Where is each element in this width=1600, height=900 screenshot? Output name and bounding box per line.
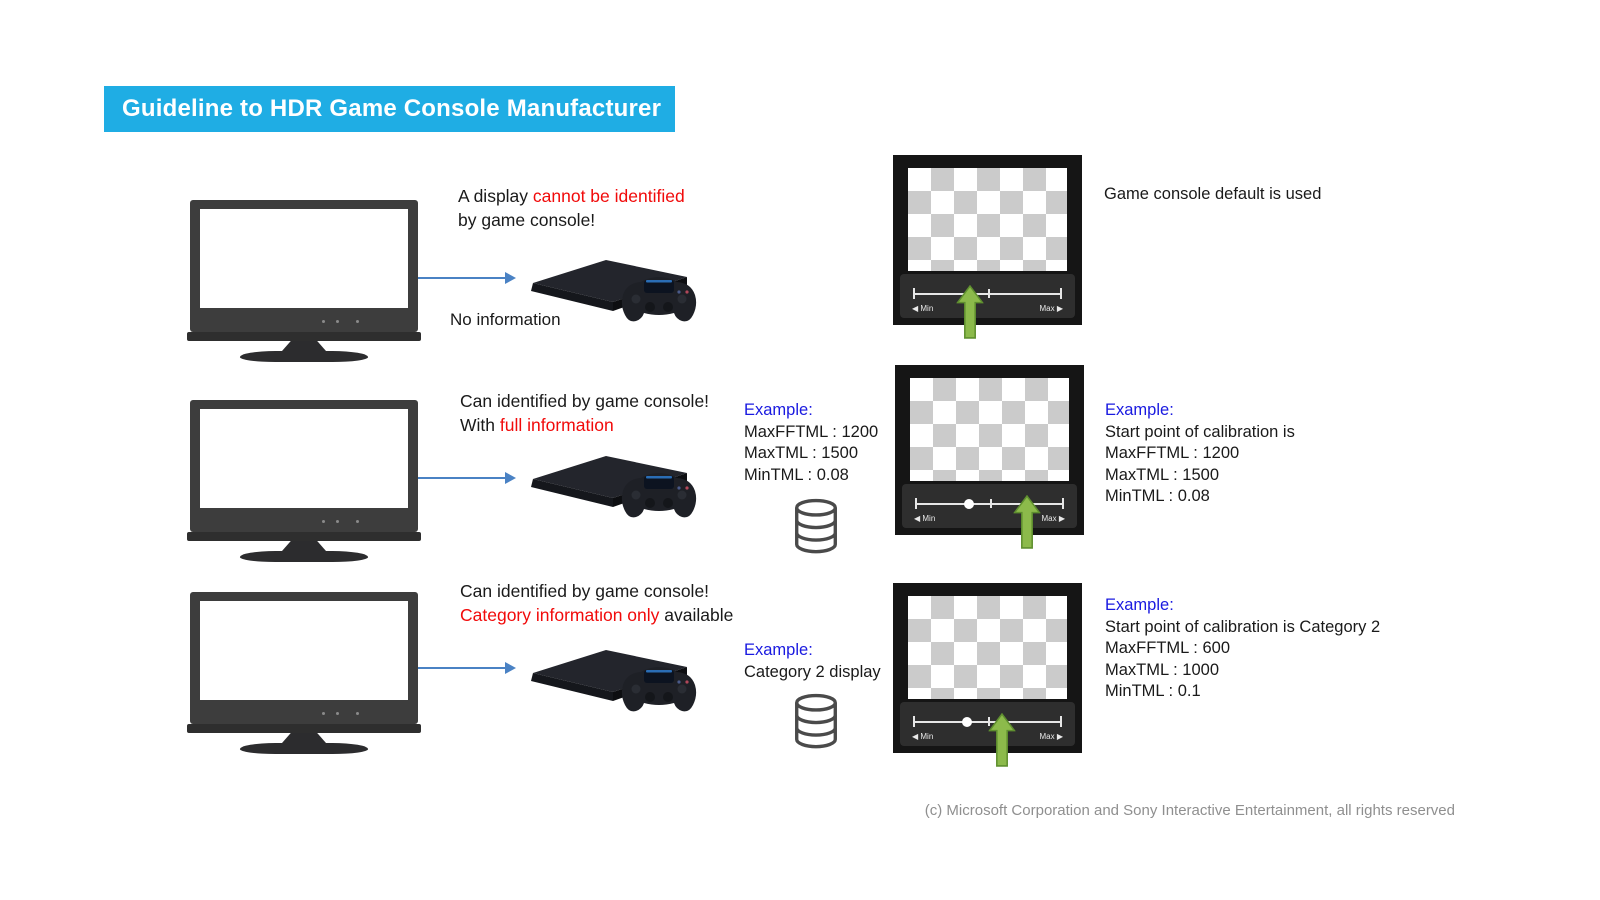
slider-max-label: Max ▶: [1041, 514, 1065, 523]
tv-indicator-dot: [336, 320, 339, 323]
tv-chin: [187, 532, 421, 541]
calibration-screen: [893, 155, 1082, 325]
slide-title-bar: [104, 86, 675, 132]
tv-display-illustration: [190, 200, 418, 364]
example-label: Example:: [1105, 401, 1174, 419]
calibration-screen: [895, 365, 1084, 535]
example-line: Start point of calibration is Category 2: [1105, 617, 1381, 636]
tv-indicator-dot: [356, 520, 359, 523]
example-line: MaxFFTML : 600: [1105, 639, 1230, 657]
slider-max-label: Max ▶: [1039, 732, 1063, 741]
example-label: Example:: [744, 641, 813, 659]
arrow-right-icon: [418, 477, 505, 479]
slider-min-label: ◀ Min: [912, 304, 934, 313]
slider-track: [915, 498, 1064, 509]
row1-line2-black: by game console!: [458, 210, 596, 230]
example-line: MaxTML : 1500: [744, 444, 859, 462]
example-line: MaxTML : 1500: [1105, 465, 1220, 484]
row1-right-note: Game console default is used: [1104, 185, 1322, 203]
tv-stand-base: [240, 551, 368, 562]
tv-stand-base: [240, 351, 368, 362]
slider-max-label: Max ▶: [1039, 304, 1063, 313]
tv-stand-neck: [282, 733, 326, 743]
row3-description: [460, 579, 733, 627]
slider-track: [913, 716, 1062, 727]
tv-screen: [200, 409, 408, 508]
row2-line2-black: With: [460, 415, 500, 435]
slider-track: [913, 288, 1062, 299]
checkerboard-pattern: [908, 168, 1067, 271]
row1-description: [458, 184, 685, 232]
row2-example-block: [744, 400, 878, 486]
example-line: MaxFFTML : 1200: [1105, 444, 1240, 462]
example-line: Category 2 display: [744, 662, 881, 681]
row3-line1-black: Can identified by game console!: [460, 581, 710, 601]
arrow-right-icon: [418, 277, 505, 279]
row1-console-caption: No information: [450, 310, 561, 329]
tv-stand-neck: [282, 341, 326, 351]
slider-min-label: ◀ Min: [914, 514, 936, 523]
row3-line2-black2: available: [659, 605, 734, 625]
slider-panel: [902, 484, 1077, 528]
database-icon: [789, 498, 843, 558]
tv-indicator-dot: [356, 712, 359, 715]
example-line: MaxTML : 1000: [1105, 660, 1220, 679]
tv-display-illustration: [190, 400, 418, 564]
slider-center-tick: [988, 289, 990, 298]
tv-chin: [187, 724, 421, 733]
example-line: MinTML : 0.1: [1105, 682, 1201, 700]
tv-indicator-dot: [322, 712, 325, 715]
tv-indicator-dot: [322, 320, 325, 323]
game-console-illustration: [503, 637, 708, 719]
copyright-notice: (c) Microsoft Corporation and Sony Interactive Entertainment, all rights reserved: [924, 802, 1455, 819]
example-line: MaxFFTML : 1200: [744, 422, 879, 441]
tv-indicator-dot: [356, 320, 359, 323]
database-icon: [789, 693, 843, 753]
row3-line2-red: Category information only: [460, 605, 660, 625]
checkerboard-pattern: [910, 378, 1069, 481]
tv-stand-base: [240, 743, 368, 754]
slider-min-label: ◀ Min: [912, 732, 934, 741]
example-line: Start point of calibration is: [1105, 422, 1295, 441]
arrow-right-icon: [418, 667, 505, 669]
tv-screen: [200, 601, 408, 700]
row3-right-example: [1105, 595, 1380, 703]
slider-panel: [900, 702, 1075, 746]
tv-stand-neck: [282, 541, 326, 551]
calibration-screen: [893, 583, 1082, 753]
row2-right-example: [1105, 400, 1295, 508]
row2-description: [460, 389, 709, 437]
arrow-up-icon: [1014, 495, 1041, 549]
example-line: MinTML : 0.08: [744, 465, 849, 484]
game-console-illustration: [503, 443, 708, 525]
tv-screen: [200, 209, 408, 308]
row2-line1-black: Can identified by game console!: [460, 391, 710, 411]
slider-dot: [964, 499, 974, 509]
slider-dot: [962, 717, 972, 727]
arrow-up-icon: [989, 713, 1016, 767]
tv-chin: [187, 332, 421, 341]
tv-indicator-dot: [336, 520, 339, 523]
row1-line1-red: cannot be identified: [532, 186, 685, 206]
row3-example-block: [744, 640, 881, 683]
slider-center-tick: [990, 499, 992, 508]
checkerboard-pattern: [908, 596, 1067, 699]
row2-line2-red: full information: [499, 415, 614, 435]
arrow-up-icon: [957, 285, 984, 339]
example-line: MinTML : 0.08: [1105, 487, 1210, 505]
tv-indicator-dot: [336, 712, 339, 715]
tv-indicator-dot: [322, 520, 325, 523]
tv-display-illustration: [190, 592, 418, 756]
slide-title: Guideline to HDR Game Console Manufacturer: [122, 95, 662, 122]
example-label: Example:: [744, 401, 813, 419]
row1-line1-black: A display: [458, 186, 533, 206]
example-label: Example:: [1105, 596, 1174, 614]
slider-panel: [900, 274, 1075, 318]
